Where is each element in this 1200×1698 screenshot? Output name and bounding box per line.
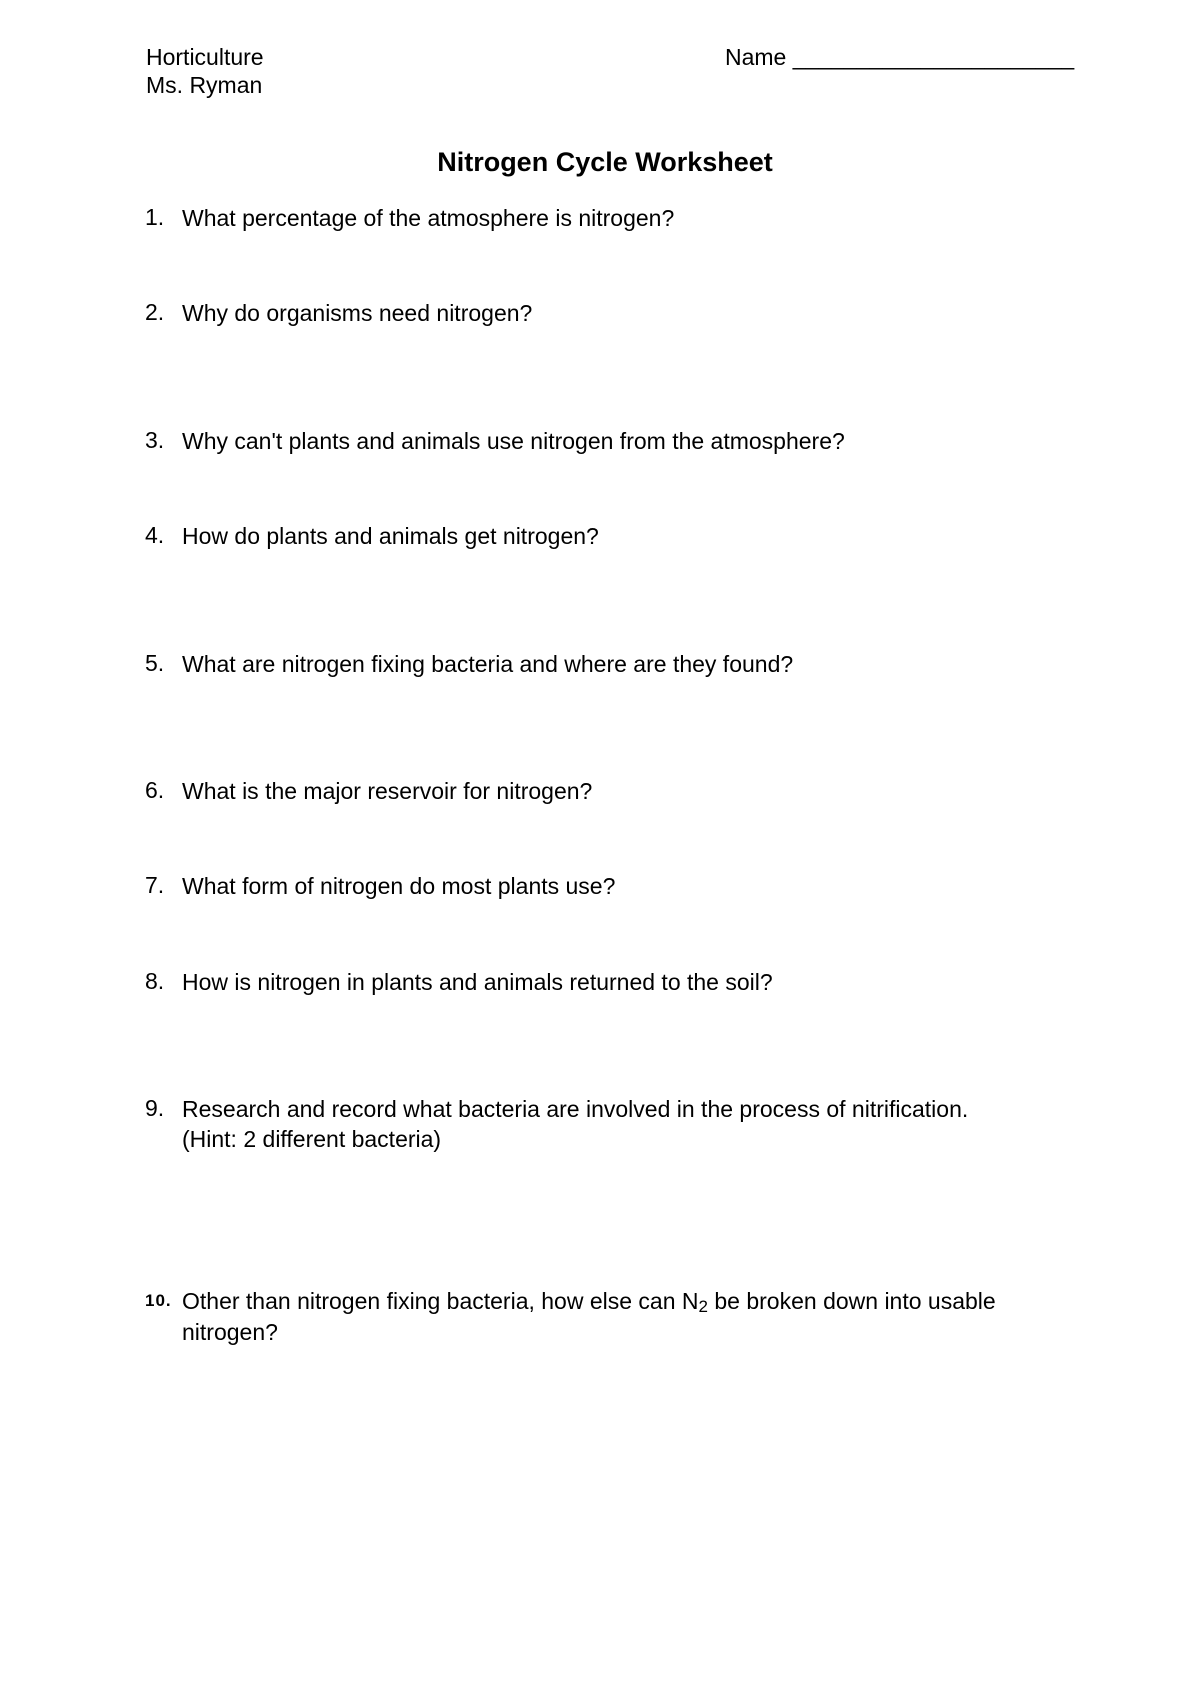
- question-number: 1.: [145, 204, 165, 230]
- question-number: 10.: [145, 1291, 172, 1310]
- question-text: Why do organisms need nitrogen?: [182, 300, 533, 326]
- question-text-line-2: (Hint: 2 different bacteria): [182, 1125, 442, 1152]
- subscript-2: 2: [698, 1297, 708, 1316]
- teacher-name: Ms. Ryman: [146, 72, 263, 98]
- question-number: 8.: [145, 968, 165, 994]
- question-number: 2.: [145, 299, 165, 325]
- question-number: 4.: [145, 522, 165, 548]
- question-text: What is the major reservoir for nitrogen?: [182, 778, 593, 804]
- question-text-line-1: [182, 1287, 996, 1318]
- question-number: 6.: [145, 777, 165, 803]
- question-text: [182, 1095, 968, 1155]
- question-number: 7.: [145, 872, 165, 898]
- question-text-line-1: Research and record what bacteria are involved in the process of nitrification.: [182, 1096, 969, 1122]
- worksheet-title: Nitrogen Cycle Worksheet: [437, 147, 773, 177]
- question-text: Why can't plants and animals use nitrogen from the atmosphere?: [182, 428, 845, 454]
- question-text: How is nitrogen in plants and animals returned to the soil?: [182, 969, 773, 995]
- question-number: 9.: [145, 1095, 165, 1121]
- question-text: What are nitrogen fixing bacteria and where are they found?: [182, 651, 794, 677]
- text-after-subscript: be broken down into usable: [707, 1288, 996, 1314]
- text-before-subscript: Other than nitrogen fixing bacteria, how else can N: [182, 1288, 699, 1314]
- question-number: 5.: [145, 650, 165, 676]
- student-name-field: Name ______________________: [725, 44, 1075, 70]
- question-text-line-2: nitrogen?: [182, 1319, 278, 1346]
- question-number: 3.: [145, 427, 165, 453]
- question-text: What form of nitrogen do most plants use?: [182, 873, 616, 899]
- course-subject: Horticulture: [146, 44, 264, 70]
- question-text: What percentage of the atmosphere is nitrogen?: [182, 205, 675, 231]
- question-text: [182, 1287, 996, 1348]
- question-text: How do plants and animals get nitrogen?: [182, 523, 599, 549]
